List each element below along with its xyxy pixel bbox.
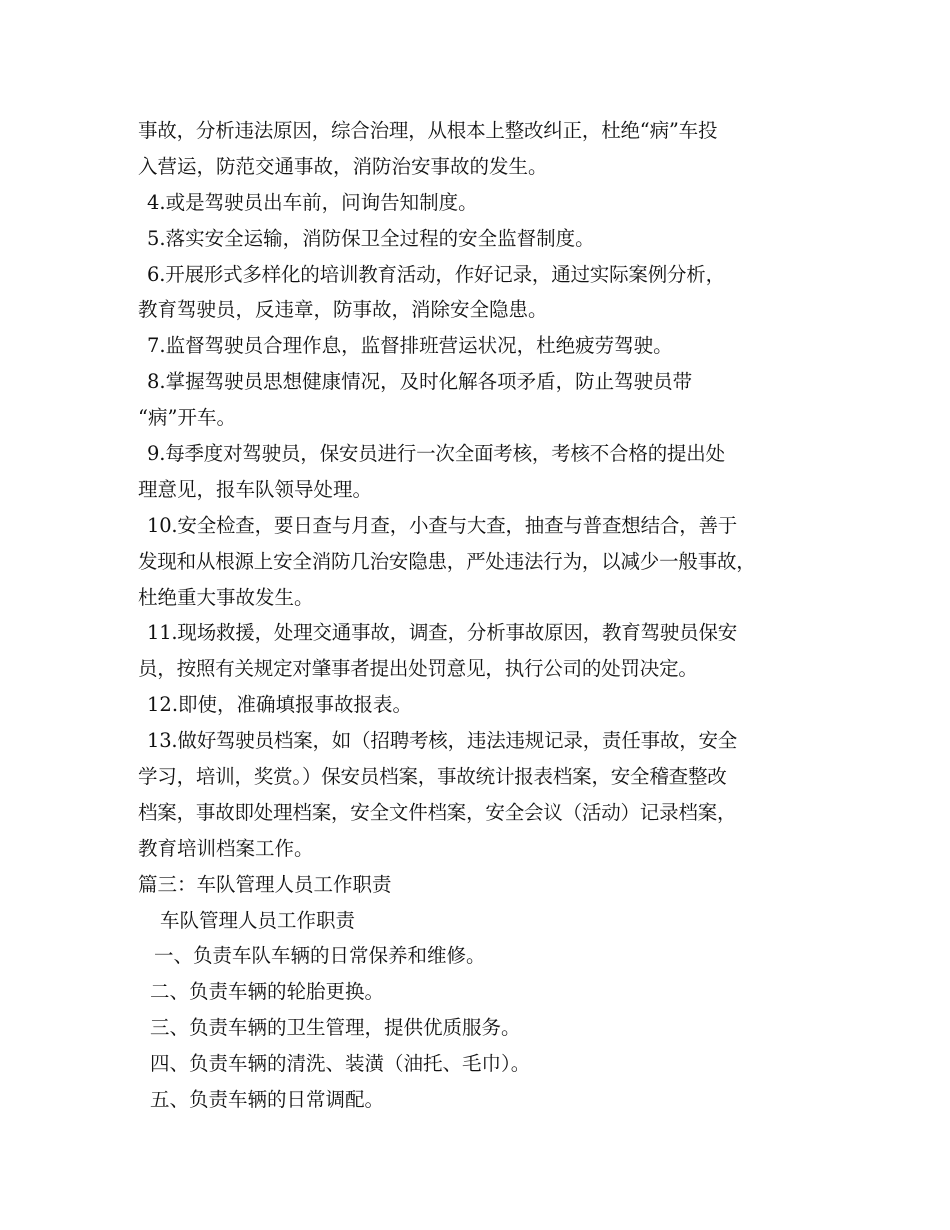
text-line: 学习，培训，奖赏。）保安员档案，事故统计报表档案，安全稽查整改 <box>138 765 727 789</box>
text-line: 12.即使，准确填报事故报表。 <box>147 693 413 717</box>
text-line: 三、负责车辆的卫生管理，提供优质服务。 <box>150 1016 521 1040</box>
text-line: 13.做好驾驶员档案，如（招聘考核，违法违规记录，责任事故，安全 <box>147 729 738 753</box>
text-line: 四、负责车辆的清洗、装潢（油托、毛巾）。 <box>150 1052 531 1076</box>
text-line: 8.掌握驾驶员思想健康情况，及时化解各项矛盾，防止驾驶员带 <box>147 370 693 394</box>
text-line: 4.或是驾驶员出车前，问询告知制度。 <box>147 190 478 214</box>
text-line: 11.现场救援，处理交通事故，调查，分析事故原因，教育驾驶员保安 <box>147 621 738 645</box>
text-line: 事故，分析违法原因，综合治理，从根本上整改纠正，杜绝“病”车投 <box>138 119 718 142</box>
text-line: “病”开车。 <box>138 406 236 430</box>
text-line: 杜绝重大事故发生。 <box>138 585 314 609</box>
text-line: 5.落实安全运输，消防保卫全过程的安全监督制度。 <box>147 226 595 250</box>
text-line: 员，按照有关规定对肇事者提出处罚意见，执行公司的处罚决定。 <box>138 657 698 681</box>
section-title: 车队管理人员工作职责 <box>160 908 356 932</box>
text-line: 二、负责车辆的轮胎更换。 <box>150 980 385 1004</box>
text-line: 一、负责车队车辆的日常保养和维修。 <box>154 944 486 968</box>
text-line: 理意见，报车队领导处理。 <box>138 477 373 501</box>
text-line: 10.安全检查，要日查与月查，小查与大查，抽查与普查想结合，善于 <box>147 513 738 537</box>
text-line: 9.每季度对驾驶员，保安员进行一次全面考核，考核不合格的提出处 <box>147 442 725 466</box>
text-line: 发现和从根源上安全消防几治安隐患，严处违法行为，以减少一般事故， <box>138 549 756 573</box>
section-heading: 篇三：车队管理人员工作职责 <box>138 872 392 896</box>
text-line: 档案，事故即处理档案，安全文件档案，安全会议（活动）记录档案， <box>138 800 737 824</box>
text-line: 入营运，防范交通事故，消防治安事故的发生。 <box>138 154 548 178</box>
text-line: 教育培训档案工作。 <box>138 836 314 860</box>
text-line: 五、负责车辆的日常调配。 <box>150 1088 385 1112</box>
text-line: 教育驾驶员，反违章，防事故，消除安全隐患。 <box>138 298 548 322</box>
document-body <box>138 113 838 1118</box>
text-line: 7.监督驾驶员合理作息，监督排班营运状况，杜绝疲劳驾驶。 <box>147 334 673 358</box>
text-line: 6.开展形式多样化的培训教育活动，作好记录，通过实际案例分析， <box>147 262 725 286</box>
